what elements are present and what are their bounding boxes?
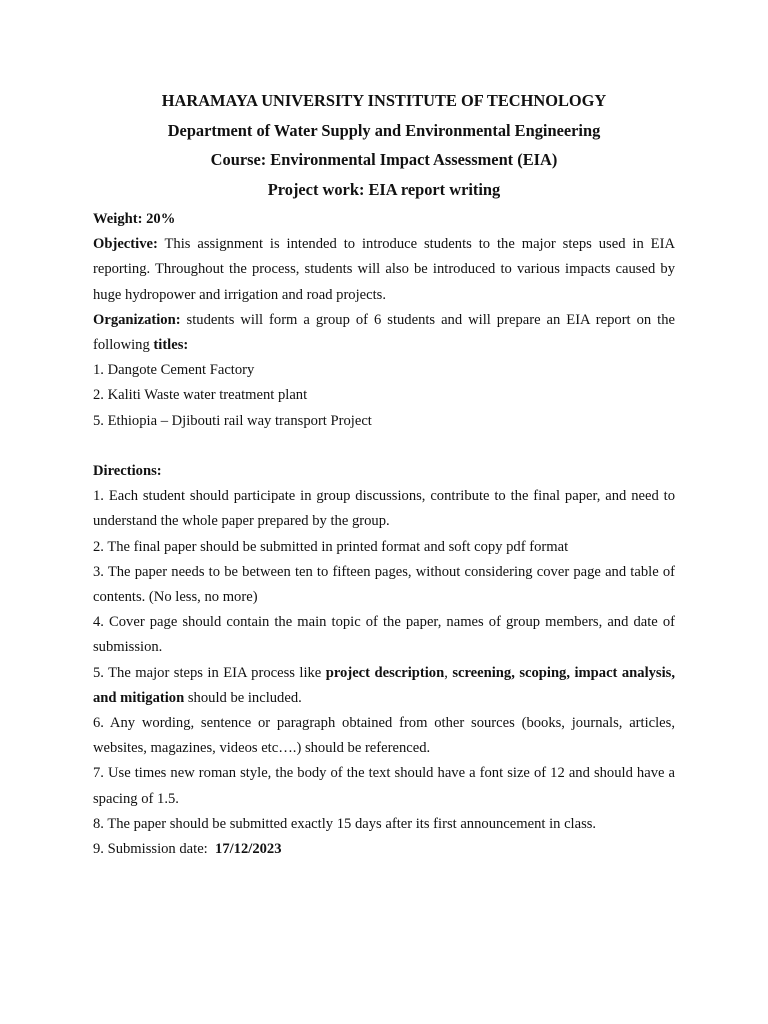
title-item: 2. Kaliti Waste water treatment plant bbox=[93, 387, 308, 404]
direction-item-9 bbox=[93, 837, 675, 862]
direction-item-8: 8. The paper should be submitted exactly 15 days after its first announcement in class. bbox=[93, 815, 597, 832]
objective-text: This assignment is intended to introduce students to the major steps used in EIA reporting. Throughout the process, students will also be introduced to various impacts caused by huge hydropower and irrigation and road projects. bbox=[93, 236, 675, 303]
submission-date-value: 17/12/2023 bbox=[215, 841, 282, 858]
weight-line: Weight: 20% bbox=[93, 211, 176, 227]
direction-5-suffix: should be included. bbox=[184, 689, 302, 706]
direction-5-prefix: 5. The major steps in EIA process like bbox=[93, 664, 326, 681]
blank-line bbox=[93, 434, 675, 459]
direction-item-1: 1. Each student should participate in group discussions, contribute to the final paper, and need to understand the whole paper prepared by the group. bbox=[93, 488, 675, 530]
direction-item-3: 3. The paper needs to be between ten to fifteen pages, without considering cover page and table of contents. (No less, no more) bbox=[93, 563, 675, 606]
objective-label: Objective: bbox=[93, 236, 158, 253]
course-title: Course: Environmental Impact Assessment (EIA) bbox=[210, 150, 558, 169]
direction-item-4: 4. Cover page should contain the main topic of the paper, names of group members, and date of submission. bbox=[93, 614, 675, 656]
organization-text: students will form a group of 6 students and will prepare an EIA report on the following bbox=[93, 311, 675, 354]
objective-paragraph bbox=[93, 232, 675, 308]
direction-item-7: 7. Use times new roman style, the body of the text should have a font size of 12 and should have a spacing of 1.5. bbox=[93, 765, 675, 807]
direction-5-bold-2: screening, scoping, impact analysis, and mitigation bbox=[93, 664, 675, 706]
direction-5-separator: , bbox=[444, 664, 453, 681]
direction-5-bold-1: project description bbox=[325, 664, 445, 681]
titles-label: titles: bbox=[153, 337, 189, 354]
direction-item-2: 2. The final paper should be submitted in printed format and soft copy pdf format bbox=[93, 538, 569, 555]
directions-label: Directions: bbox=[93, 463, 162, 480]
university-title: HARAMAYA UNIVERSITY INSTITUTE OF TECHNOLOGY bbox=[161, 91, 607, 110]
submission-date-label: 9. Submission date: bbox=[93, 841, 216, 858]
department-title: Department of Water Supply and Environmental Engineering bbox=[167, 120, 601, 140]
direction-item-6: 6. Any wording, sentence or paragraph obtained from other sources (books, journals, articles, websites, magazines, videos etc….) should be referenced. bbox=[93, 715, 675, 757]
project-title: Project work: EIA report writing bbox=[267, 179, 501, 199]
organization-label: Organization: bbox=[93, 311, 181, 328]
title-item: 1. Dangote Cement Factory bbox=[93, 362, 255, 379]
organization-paragraph bbox=[93, 308, 675, 358]
title-item: 5. Ethiopia – Djibouti rail way transport Project bbox=[93, 412, 372, 429]
direction-item-5 bbox=[93, 661, 675, 711]
document-page bbox=[93, 86, 675, 862]
